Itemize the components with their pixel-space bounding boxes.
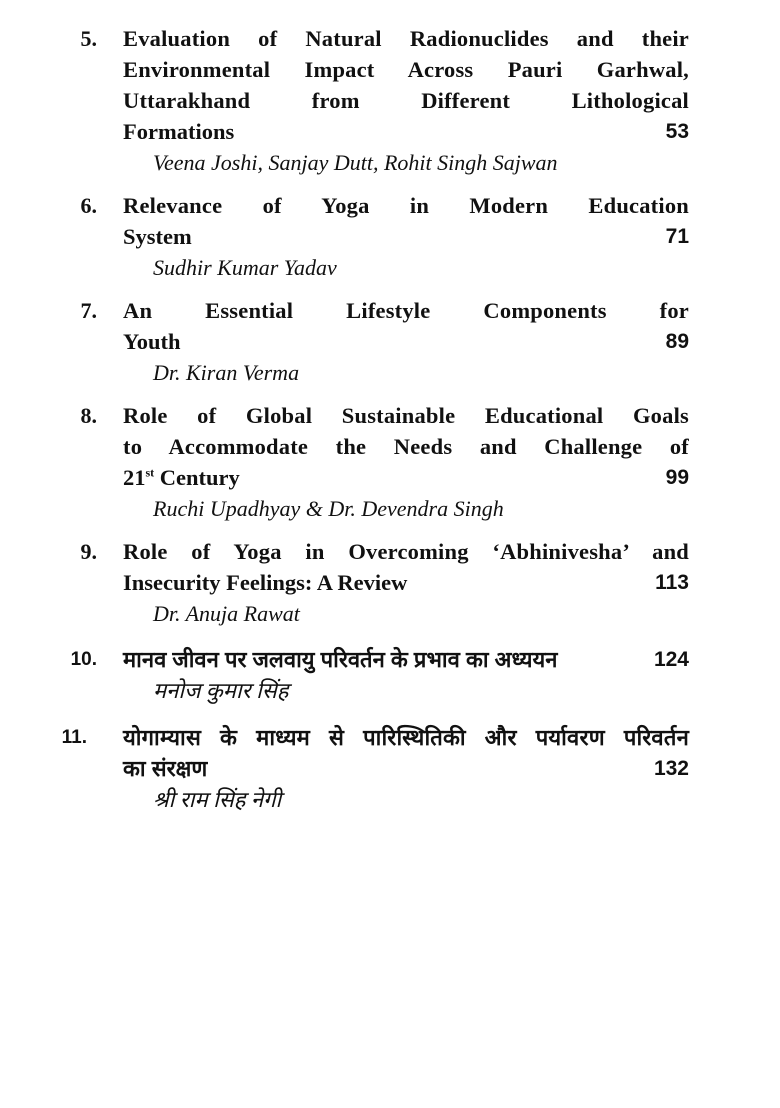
entry-number: 9. — [80, 539, 97, 564]
title-line: Evaluation of Natural Radionuclides and their — [123, 26, 689, 51]
entry-number: 6. — [80, 193, 97, 218]
page-number: 89 — [665, 330, 689, 353]
entry-number: 11. — [61, 727, 87, 748]
title-line: Youth — [123, 329, 181, 354]
title-line: का संरक्षण — [123, 756, 208, 781]
title-line: Environmental Impact Across Pauri Garhwal, — [123, 57, 689, 82]
page-number: 113 — [655, 571, 689, 594]
ordinal: 21 — [123, 465, 146, 490]
page-number: 99 — [665, 466, 689, 489]
page-number: 132 — [653, 757, 689, 780]
title-line — [123, 462, 240, 493]
page-number: 124 — [653, 648, 689, 671]
title-line: मानव जीवन पर जलवायु परिवर्तन के प्रभाव का अध्ययन — [123, 647, 558, 672]
title-line: Role of Global Sustainable Educational Goals — [123, 403, 689, 428]
author: Ruchi Upadhyay & Dr. Devendra Singh — [153, 496, 504, 521]
title-line: Role of Yoga in Overcoming ‘Abhinivesha’ and — [123, 539, 689, 564]
entry-number: 5. — [80, 26, 97, 51]
entry-number: 10. — [70, 649, 97, 670]
title-line: Formations — [123, 119, 235, 144]
entry-number: 8. — [80, 403, 97, 428]
ordinal-suffix: st — [145, 465, 155, 480]
page-number: 53 — [665, 120, 689, 143]
title-line: Relevance of Yoga in Modern Education — [123, 193, 689, 218]
page-number: 71 — [665, 225, 689, 248]
author: Sudhir Kumar Yadav — [153, 255, 337, 280]
author: Dr. Kiran Verma — [153, 360, 300, 385]
title-line: Uttarakhand from Different Lithological — [123, 88, 689, 113]
title-line: to Accommodate the Needs and Challenge of — [123, 434, 689, 459]
title-line: योगाम्यास के माध्यम से पारिस्थितिकी और पर्यावरण परिवर्तन — [123, 725, 689, 750]
title-line: An Essential Lifestyle Components for — [123, 298, 689, 323]
author: श्री राम सिंह नेगी — [153, 787, 282, 812]
title-line: Insecurity Feelings: A Review — [123, 570, 408, 595]
author: Veena Joshi, Sanjay Dutt, Rohit Singh Sajwan — [153, 150, 558, 175]
author: Dr. Anuja Rawat — [153, 601, 300, 626]
title-line: System — [123, 224, 192, 249]
title-text: Century — [154, 465, 240, 490]
entry-number: 7. — [80, 298, 97, 323]
author: मनोज कुमार सिंह — [153, 678, 289, 703]
